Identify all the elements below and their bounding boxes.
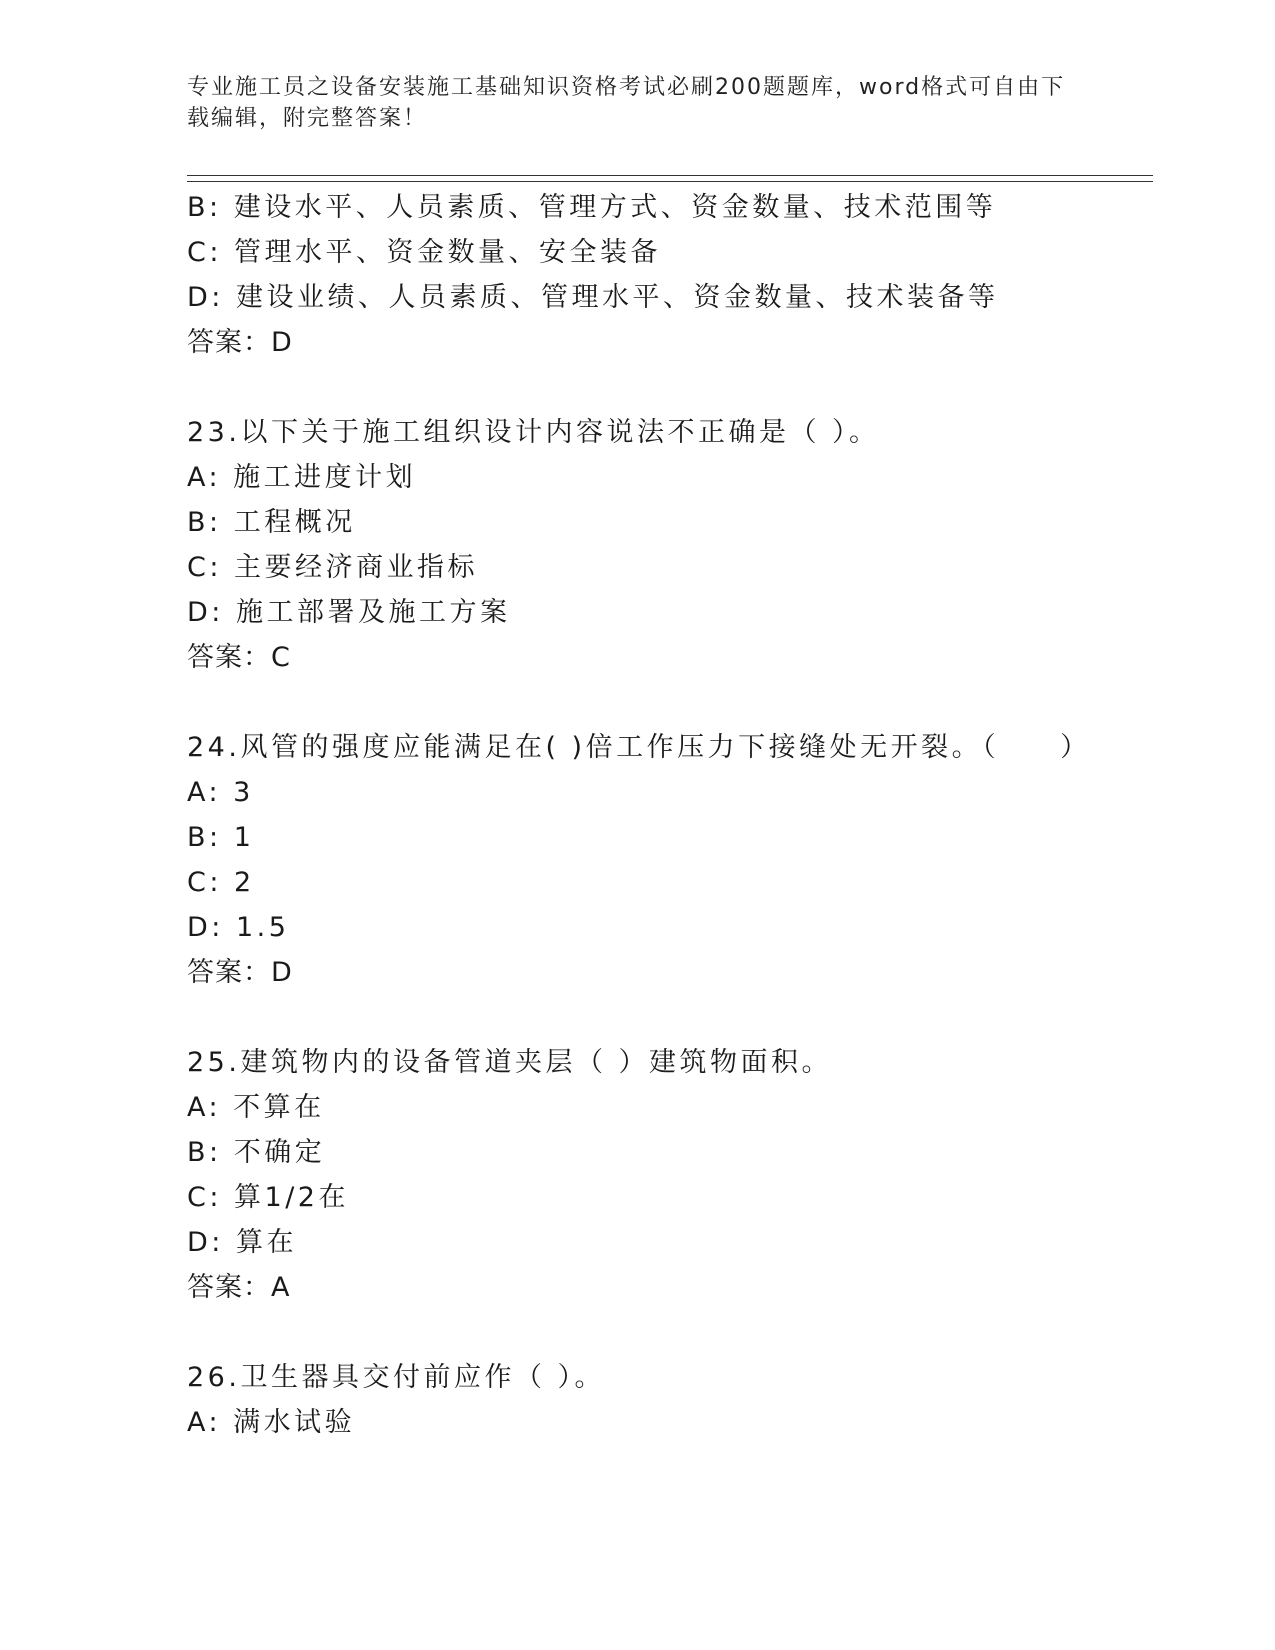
option-a: A: 3 [187,777,254,808]
answer: 答案：A [187,1272,291,1303]
question-text: 24.风管的强度应能满足在( )倍工作压力下接缝处无开裂。（ ） [187,732,1091,763]
question-text: 23.以下关于施工组织设计内容说法不正确是（ ）。 [187,417,880,448]
header-divider-bottom [187,181,1153,182]
option-b: B: 不确定 [187,1137,326,1168]
option-c: C: 管理水平、资金数量、安全装备 [187,237,662,268]
answer: 答案：D [187,327,293,358]
option-d: D: 建设业绩、人员素质、管理水平、资金数量、技术装备等 [187,282,999,313]
option-c: C: 主要经济商业指标 [187,552,479,583]
document-header: 专业施工员之设备安装施工基础知识资格考试必刷200题题库，word格式可自由下载编辑，附完整答案！ [187,75,1066,131]
answer: 答案：C [187,642,291,673]
question-text: 25.建筑物内的设备管道夹层（ ）建筑物面积。 [187,1047,833,1078]
question-text: 26.卫生器具交付前应作（ ）。 [187,1362,606,1393]
option-c: C: 2 [187,867,255,898]
option-d: D: 1.5 [187,912,290,943]
option-c: C: 算1/2在 [187,1182,349,1213]
header-divider-top [187,175,1153,176]
answer: 答案：D [187,957,293,988]
option-b: B: 工程概况 [187,507,356,538]
option-a: A: 不算在 [187,1092,325,1123]
option-d: D: 施工部署及施工方案 [187,597,511,628]
option-a: A: 施工进度计划 [187,462,417,493]
option-b: B: 1 [187,822,255,853]
option-b: B: 建设水平、人员素质、管理方式、资金数量、技术范围等 [187,192,997,223]
option-d: D: 算在 [187,1227,297,1258]
option-a: A: 满水试验 [187,1407,356,1438]
